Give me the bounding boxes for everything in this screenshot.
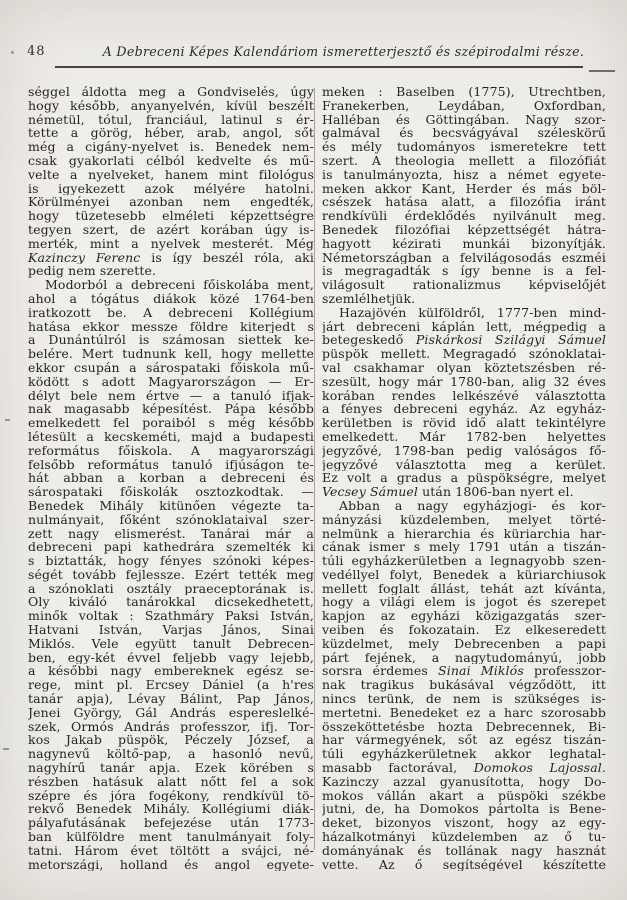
text-segment: a Dunántúlról is számosan siettek ke- [28,333,314,348]
text-segment: szépre és jóra fogékony, rendkívül tö- [28,788,314,803]
text-segment: emelkedett. Már 1782-ben helyettes [322,429,606,444]
text-line [322,816,606,830]
text-segment: jegyzővé választotta meg a kerület. [322,457,606,472]
text-segment: Abban a nagy egyházjogi- és kor- [339,498,606,513]
text-line [28,554,314,568]
text-segment: is megragadták s így benne is a fel- [322,264,606,279]
text-segment: még a cigány-nyelvet is. Benedek nem- [28,140,314,154]
text-segment: is tanulmányozta, hisz a német egyete- [322,167,606,182]
text-line [322,237,606,251]
text-line [28,430,314,444]
text-segment: emelkedett fel poraiból s még később [28,416,314,430]
text-segment: létesült a kecskeméti, majd a budapesti [28,429,314,444]
text-line [28,623,314,637]
text-segment: püspök mellett. Megragadó szónoklatai- [322,347,606,361]
text-line [322,389,606,403]
text-segment: összeköttetésbe hozta Debrecennek, Bi- [322,719,606,734]
text-line [28,609,314,623]
text-line [28,113,314,127]
text-line [28,168,314,182]
text-line [322,140,606,154]
text-segment: tegyen szert, de azért korában úgy is- [28,222,314,237]
text-segment: zett nagy elismerést. Tanárai már a [28,526,314,541]
italic-text: Piskárkosi Szilágyi Sámuel [415,333,606,348]
italic-text: Sinai Miklós [438,664,524,679]
italic-text: Domokos Lajossal [473,761,602,775]
text-line [322,789,606,803]
text-segment: szemlélhetjük. [322,291,416,306]
text-line [322,623,606,637]
text-line [28,706,314,720]
text-segment: németül, tótul, franciául, latinul s ér- [28,112,314,127]
text-line [322,209,606,223]
text-line [322,168,606,182]
text-line [28,264,314,278]
text-line [322,333,606,347]
text-segment: a későbbi nagy embereknek egész se- [28,664,314,679]
text-line [28,664,314,678]
text-line [322,664,606,678]
text-line [28,347,314,361]
text-line [28,223,314,237]
text-segment: kapjon az egyházi közigazgatás szer- [322,609,606,624]
text-segment: túli egyházkerületnek akkor leghatal- [322,747,606,762]
text-segment: nulmányait, főként szónoklataival szer- [28,512,314,527]
text-segment: mellett foglalt állást, tehát azt kívánta, [322,581,606,596]
text-line [322,471,606,485]
text-line [322,402,606,416]
text-segment: rege, mint pl. Ercsey Dániel (a h'res [28,678,314,693]
text-segment: minők voltak : Szathmáry Paksi István, [28,609,314,624]
text-line [322,347,606,361]
text-line [322,485,606,499]
text-line [322,264,606,278]
text-segment: Hatvani István, Varjas János, Sinai [28,623,314,637]
text-line [28,458,314,472]
text-segment: professzor- [523,664,606,679]
text-segment: Körülményei azonban nem engedték, [28,195,314,210]
text-segment: a fényes debreceni egyház. Az egyház- [322,402,606,417]
text-line [322,416,606,430]
text-segment: ban külföldre ment tanulmányait foly- [28,830,314,844]
text-line [28,844,314,858]
header-rule-dash [589,70,615,72]
text-line [322,651,606,665]
text-line [28,651,314,665]
text-line [322,430,606,444]
text-line [28,692,314,706]
text-segment: belére. Mert tudnunk kell, hogy mellette [28,347,314,361]
text-line [322,609,606,623]
text-segment: a szónoklati osztály praeceptorának is. [28,581,314,596]
text-segment: ben, egy-két évvel feljebb vagy lejebb, [28,650,314,665]
text-line [28,789,314,803]
text-segment: ahol a tógátus diákok közé 1764-ben [28,291,314,306]
text-segment: tette a görög, héber, arab, angol, sőt [28,126,314,141]
text-line [28,527,314,541]
text-line [322,320,606,334]
text-segment: séggel áldotta meg a Gondviselés, úgy [28,85,314,99]
text-segment: nagynevű költő-pap, a hasonló nevű, [28,747,314,762]
text-segment: református főiskola. A magyarországi [28,443,314,458]
text-line [28,802,314,816]
text-line [28,99,314,113]
text-line [322,747,606,761]
text-segment: ekkor csupán a sárospataki főiskola mű- [28,360,314,375]
text-line [322,637,606,651]
text-segment: szek, Ormós András professzor, ifj. Tor- [28,719,314,734]
text-segment: ségét tovább fejlessze. Ezért tették meg [28,567,314,582]
text-segment: túli egyházkerületben a legnagyobb szen- [322,554,606,568]
text-segment: galmával és becsvágyával széleskörű [322,126,606,141]
text-line [28,320,314,334]
text-segment: ködött s adott Magyarországon — Er- [28,374,314,389]
text-line [28,361,314,375]
header-rule [55,66,583,68]
text-line [28,747,314,761]
text-segment: dományának és tollának nagy hasznát [322,843,606,858]
text-segment: mokos vállán akart a püspöki székbe [322,788,606,803]
page-number: 48 [27,44,46,59]
text-segment: házalkotmányi küzdelemben az ő tu- [322,830,606,844]
text-line [28,333,314,347]
text-segment: sárospataki főiskolák osztozkodtak. — [28,485,314,499]
text-line [322,844,606,858]
page-header [0,44,627,64]
text-line [322,678,606,692]
text-line [28,775,314,789]
scan-speck [3,748,9,750]
text-segment: . [601,761,606,775]
text-line [28,251,314,265]
text-line [322,733,606,747]
text-segment: mányzási küzdelemben, melyet törté- [322,512,606,527]
italic-text: Vecsey Sámuel [322,485,418,499]
text-segment: Modorból a debreceni főiskolába ment, [45,278,314,292]
text-line [28,416,314,430]
text-segment: veiben és fokozatain. Ez elkeseredett [322,623,606,637]
text-line [322,85,606,99]
text-segment: Halléban és Göttingában. Nagy szor- [322,112,606,127]
text-line [322,540,606,554]
text-line [322,223,606,237]
text-column-right [322,85,606,871]
text-segment: küzdelmet, mely Debrecenben a papi [322,636,606,651]
text-segment: debreceni papi kathedrára szemelték ki [28,540,314,555]
text-segment: har vármegyének, sőt az egész tiszán- [322,733,606,748]
text-line [28,306,314,320]
text-line [322,706,606,720]
text-line [28,637,314,651]
text-line [322,444,606,458]
text-line [322,692,606,706]
text-segment: Ez volt a gradus a püspökségre, melyet [322,471,606,486]
text-segment: jutni, de, ha Domokos pártolta is Bene- [322,802,606,817]
text-segment: párt fejének, a nagytudományú, jobb [322,650,606,665]
text-segment: is így beszél róla, aki [140,250,314,265]
text-segment: val csakhamar olyan köztetszésben ré- [322,360,606,375]
text-line [322,99,606,113]
text-segment: délyt bele nem értve — a tanuló ifjak- [28,388,314,403]
text-line [322,527,606,541]
text-segment: világosult rationalizmus képviselőjét [322,278,606,292]
text-line [322,154,606,168]
text-line [28,678,314,692]
text-line [28,402,314,416]
text-line [28,761,314,775]
text-line [322,195,606,209]
text-segment: rendkívüli érdeklődés nyilvánult meg. [322,209,606,223]
text-line [322,554,606,568]
text-segment: Németországban a felvilágosodás eszméi [322,250,606,265]
text-segment: hogy a világi elem is jogot és szerepet [322,595,606,610]
text-segment: Kazinczy azzal gyanusította, hogy Do- [322,774,606,789]
scan-speck [5,419,10,421]
text-segment: után 1806-ban nyert el. [418,485,574,499]
text-line [28,389,314,403]
text-line [28,595,314,609]
text-segment: Benedek filozófiai képzettségét hátra- [322,222,606,237]
text-segment: Jenei György, Gál András espereslelké- [28,705,314,720]
text-line [28,278,314,292]
text-segment: betegeskedő [322,333,416,348]
text-line [322,802,606,816]
text-line [28,444,314,458]
text-line [322,361,606,375]
text-line [322,113,606,127]
text-segment: járt debreceni káplán lett, mégpedig a [322,319,606,334]
text-segment: részben hatásuk alatt nőtt fel a sok [28,774,314,789]
text-line [322,126,606,140]
text-segment: hagyott kézirati munkái bizonyítják. [322,236,606,251]
text-segment: is igyekezett azok mélyére hatolni. [28,181,314,196]
text-segment: kerületben is rövid idő alatt tekintélyre [322,416,606,430]
text-segment: csészek hatása alatt, a filozófia iránt [322,195,606,210]
text-line [28,733,314,747]
text-line [28,375,314,389]
text-line [322,499,606,513]
text-line [322,595,606,609]
text-line [28,513,314,527]
text-segment: Hazajövén külföldről, 1777-ben mind- [339,305,606,320]
text-segment: velte a nyelveket, hanem mint filológus [28,167,314,182]
text-segment: hatása ekkor messze földre kiterjedt s [28,319,314,334]
text-segment: iratkozott be. A debreceni Kollégium [28,305,314,320]
text-line [28,195,314,209]
column-divider-rule [314,88,315,850]
text-line [28,499,314,513]
text-line [28,485,314,499]
text-line [28,858,314,872]
text-segment: Oly kiváló tanárokkal dicsekedhetett, [28,595,314,610]
text-line [322,775,606,789]
text-segment: szesült, hogy már 1780-ban, alig 32 éves [322,374,606,389]
text-segment: vette. Az ő segítségével készítette [322,857,606,872]
text-segment: hát abban a korban a debreceni és [28,471,314,486]
text-segment: szert. A theologia mellett a filozófiát [322,153,606,168]
text-line [322,830,606,844]
text-segment: csak gyakorlati célból kedvelte és mű- [28,153,314,168]
text-segment: Miklós. Vele együtt tanult Debrecen- [28,636,314,651]
text-segment: Franekerben, Leydában, Oxfordban, [322,98,606,113]
text-line [28,830,314,844]
text-segment: jegyzővé, 1798-ban pedig valóságos fő- [322,443,606,458]
text-segment: nak tragikus bukásával végződött, itt [322,678,606,693]
text-line [28,471,314,485]
text-segment: felsőbb református tanuló ifjúságon te- [28,457,314,472]
text-line [28,292,314,306]
running-title: A Debreceni Képes Kalendáriom ismeretterjesztő és szépirodalmi része. [102,44,585,59]
text-line [322,182,606,196]
text-line [322,292,606,306]
text-segment: metországi, holland és angol egyete- [28,857,314,872]
text-segment: kos Jakab püspök, Péczely József, a [28,733,314,748]
italic-text: Kazinczy Ferenc [28,250,141,265]
text-line [28,237,314,251]
text-segment: mertetni. Benedeket ez a harc szorosabb [322,705,606,720]
text-line [28,816,314,830]
text-segment: cának ismer s mely 1791 után a tiszán- [322,540,606,555]
text-segment: deket, bizonyos viszont, hogy az egy- [322,816,606,831]
text-line [322,251,606,265]
text-column-left [28,85,314,871]
text-segment: nagyhírű tanár apja. Ezek körében s [28,761,314,775]
text-line [322,458,606,472]
text-segment: nincs terünk, de nem is szükséges is- [322,692,606,706]
text-line [322,306,606,320]
text-line [322,720,606,734]
text-line [28,85,314,99]
text-line [28,126,314,140]
text-segment: tatni. Három évet töltött a svájci, né- [28,843,314,858]
text-segment: nak magasabb képesítést. Pápa később [28,402,314,417]
text-segment: vedéllyel folyt, Benedek a küriarchiusok [322,567,606,582]
text-segment: és mély tudományos ismeretekre tett [322,140,606,154]
text-line [322,858,606,872]
text-segment: hogy később, anyanyelvén, kívül beszélt [28,98,314,113]
text-line [28,720,314,734]
text-line [28,209,314,223]
text-segment: tanár apja), Lévay Bálint, Pap János, [28,692,314,706]
text-line [322,513,606,527]
text-segment: nelmünk a hierarchia és küriarchia har- [322,526,606,541]
text-line [28,582,314,596]
text-segment: rekvő Benedek Mihály. Kollégiumi diák- [28,802,314,817]
text-line [28,540,314,554]
text-segment: masabb factorával, [322,761,474,775]
text-line [322,568,606,582]
text-segment: Benedek Mihály kitünően végezte ta- [28,498,314,513]
text-line [28,182,314,196]
text-segment: sorsra érdemes [322,664,439,679]
text-line [28,140,314,154]
text-line [322,761,606,775]
scan-speck [11,51,14,54]
text-line [28,154,314,168]
text-line [322,582,606,596]
text-segment: meken : Baselben (1775), Utrechtben, [322,85,606,99]
text-line [322,375,606,389]
text-segment: hogy tüzetesebb elméleti képzettségre [28,209,314,223]
text-line [28,568,314,582]
text-segment: pedig nem szerette. [28,264,157,279]
text-segment: s biztatták, hogy fényes szónoki képes- [28,554,314,568]
text-line [322,278,606,292]
text-segment: pályafutásának befejezése után 1773- [28,816,314,831]
text-segment: merték, mint a nyelvek mesterét. Még [28,236,314,251]
text-segment: korában rendes lelkészévé választotta [322,388,606,403]
text-segment: meken akkor Kant, Herder és más böl- [322,181,606,196]
